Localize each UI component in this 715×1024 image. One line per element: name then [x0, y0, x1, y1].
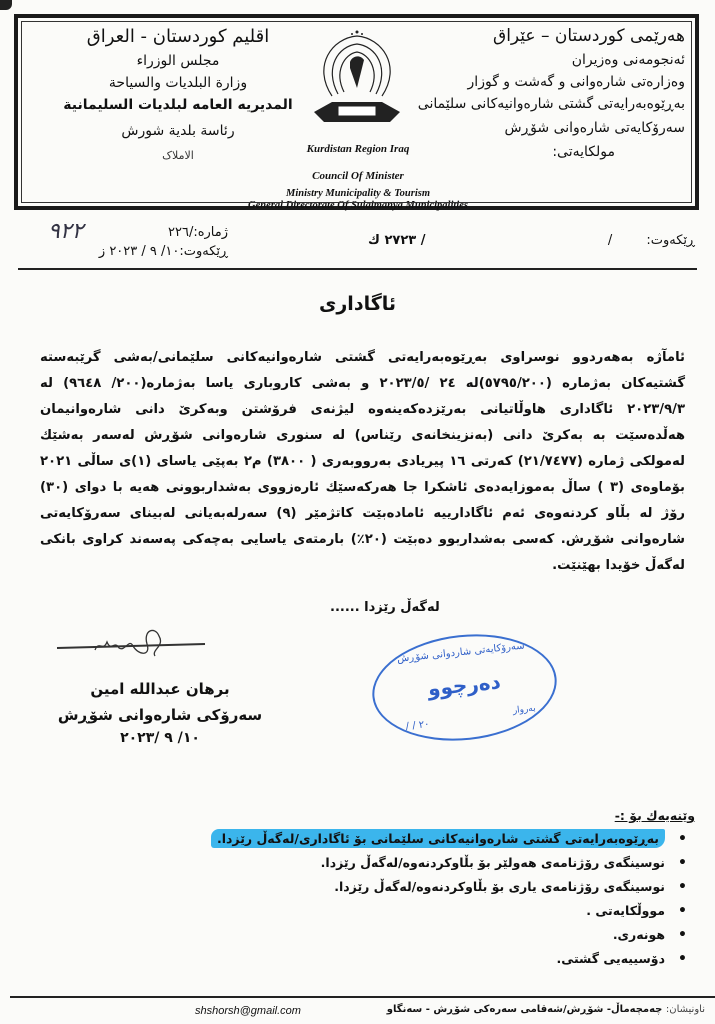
- number-value: /٢٢٦: [167, 225, 194, 240]
- department-arabic: الاملاک: [162, 149, 194, 162]
- copies-list: [175, 827, 695, 971]
- presidency-arabic: رئاسة بلدية شورش: [121, 123, 235, 139]
- copies-item: • مووڵکایەتی .: [175, 899, 665, 923]
- footer-divider: [10, 996, 715, 998]
- copies-item: • نوسینگەی رۆژنامەی یاری بۆ بڵاوکردنەوە/لەگەڵ رێزدا.: [175, 875, 665, 899]
- right-date-sep: /: [607, 233, 613, 248]
- letterhead-kurdish: [385, 26, 685, 166]
- council-kurdish: ئەنجومەنی وەزیران: [571, 52, 685, 68]
- signer-block: [40, 680, 280, 746]
- date-value: ١٠/ ٩ / ٢٠٢٣ ز: [98, 244, 180, 259]
- stamp-text: سەرۆکایەتی شاردوانی شۆڕش: [396, 640, 526, 665]
- copies-label: وێنەیەك بۆ :-: [614, 808, 695, 823]
- signer-name: برهان عبدالله امين: [90, 680, 230, 698]
- stamp-date-label: بەروار: [512, 703, 537, 717]
- directorate-english: General Directorate Of Sulaimanya Municipalities: [248, 200, 468, 211]
- hijri-date-value: / ٢٧٢٣ ك: [368, 233, 426, 248]
- right-date: [608, 233, 695, 248]
- signature-icon: [55, 622, 215, 662]
- reference-row: [18, 219, 695, 265]
- closing-regards: لەگەڵ رێزدا ......: [330, 600, 440, 615]
- directorate-kurdish: بەڕێوەبەرایەتی گشتی شارەوانیەکانی سلێمانی: [417, 96, 685, 112]
- stamp-date-value: / / ٢٠: [405, 718, 431, 733]
- document-title: ئاگاداری: [318, 293, 397, 315]
- date-label: ڕێکەوت:: [179, 244, 228, 259]
- address-value: چەمچەماڵ- شۆڕش/شەقامی سەرەکی شۆڕش - سەنگاو: [386, 1004, 663, 1015]
- address-label: ناونیشان:: [665, 1004, 705, 1015]
- region-kurdish: هەرێمی کوردستان – عێراق: [493, 26, 685, 46]
- number-label: ژمارە:: [193, 225, 228, 240]
- council-arabic: مجلس الوزراء: [136, 53, 220, 69]
- letterhead: [14, 14, 699, 210]
- copies-item: • نوسینگەی رۆژنامەی هەولێر بۆ بڵاوکردنەوە/لەگەڵ رێزدا.: [175, 851, 665, 875]
- council-english: Council Of Minister: [312, 170, 404, 182]
- footer-address: [387, 1004, 705, 1015]
- letterhead-arabic: [58, 26, 298, 162]
- ministry-arabic: وزارة البلديات والسياحة: [108, 75, 248, 91]
- kurdistan-emblem-icon: [302, 26, 412, 136]
- official-stamp: [367, 626, 562, 750]
- reference-date: [18, 244, 228, 259]
- right-date-label: ڕێکەوت:: [646, 233, 695, 248]
- reference-number-date: [18, 219, 228, 259]
- presidency-kurdish: سەرۆکایەتی شارەوانی شۆڕش: [504, 120, 685, 136]
- copies-item: • دۆسییەیی گشتی.: [175, 947, 665, 971]
- copies-item: • هونەری.: [175, 923, 665, 947]
- reference-divider: [18, 268, 697, 270]
- department-kurdish: مولکایەتی:: [552, 144, 615, 160]
- copies-item: • بەڕێوەبەرایەتی گشتی شارەوانیەکانی سلێمانی بۆ ئاگاداری/لەگەڵ رێزدا.: [175, 827, 665, 851]
- stamp-center: دەرچوو: [426, 669, 502, 701]
- region-arabic: اقليم كوردستان - العراق: [86, 26, 270, 47]
- ministry-directorate-english: [198, 188, 518, 212]
- region-english: Kurdistan Region Iraq: [306, 143, 410, 155]
- signer-date: ١٠/ ٩ /٢٠٢٣: [120, 730, 200, 746]
- scan-corner-mark: [0, 0, 12, 10]
- handwritten-number: ٩٢٢: [48, 219, 84, 244]
- copies-to: [175, 808, 695, 971]
- footer-email[interactable]: shshorsh@gmail.com: [195, 1005, 301, 1017]
- directorate-arabic: المديريه العامه لبلديات السليمانية: [63, 97, 293, 113]
- ministry-english: Ministry Municipality & Tourism: [285, 188, 431, 199]
- signer-role: سەرۆکی شارەوانی شۆڕش: [57, 706, 263, 724]
- ministry-kurdish: وەزارەتی شارەوانی و گەشت و گوزار: [467, 74, 685, 90]
- announcement-body: ئامآژە بەهەردوو نوسراوی بەڕێوەبەرایەتی گشتی شارەوانیەکانی سلێمانی/بەشی گرێبەستە گشتیەکان بەژمارە (٥٧٩٥/٢٠٠)لە ٢٤ /٢٠٢٣/٥ و بەشی کاروباری یاسا بەژمارە(٢٠٠/ ٩٦٤٨) لە ٢٠٢٣/٩/٣ ئاگاداری هاوڵاتیانی بەرێزدەکەینەوە لیژنەی فرۆشتن وبەکرێ دانی شارەوانیمان هەڵدەسێت بە بەکرێ دانی (بەنزینخانەی رێناس) لە سنوری شارەوانی شۆڕش لەسەر بەشێك لەمولکی ژمارە (٢١/٧٤٧٧) کەرتی ١٦ پیریادی بەرووبەری ( ٣٨٠٠) م٢ بەپێی یاسای (١)ی ساڵی ٢٠٢١ بۆماوەی (٣ ) ساڵ بەموزایەدەی ئاشکرا جا هەرکەسێك ئارەزووی بەشداربوونی هەیە با دوای (٣٠) رۆژ لە بڵاو کردنەوەی ئەم ئاگادارییە ئامادەبێت کاتژمێر (٩) سەرلەبەیانی لەبینای سەرۆکایەتی شارەوانی شۆڕش. کەسی بەشداربوو دەبێت (٢٠٪) بارمتەی یاسایی بەچەکی پەسەند کراوی بانکی لەگەڵ خۆیدا بهێنێت.: [40, 350, 686, 573]
